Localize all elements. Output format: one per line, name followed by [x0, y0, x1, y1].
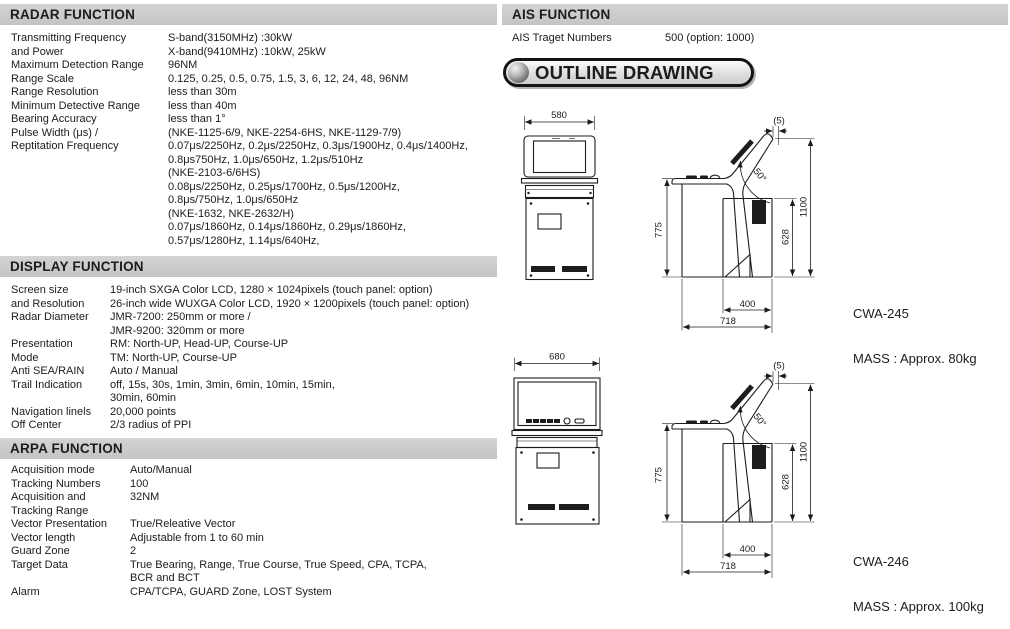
- spec-label: Target Data: [11, 558, 68, 571]
- spec-row: [11, 325, 469, 339]
- spec-row: [11, 298, 469, 312]
- spec-label: Range Scale: [11, 72, 74, 85]
- outline-drawing-front-cwa245: [500, 105, 625, 341]
- shelf: [522, 179, 598, 184]
- spec-value: X-band(9410MHz) :10kW, 25kW: [168, 45, 326, 58]
- spec-label: Screen size: [11, 284, 69, 296]
- spec-label: [11, 194, 168, 208]
- spec-row: [11, 572, 427, 586]
- spec-value: 100: [130, 477, 149, 490]
- dim-inner-depth-label: 400: [739, 299, 756, 310]
- keypad-profile: [700, 421, 708, 424]
- spec-value: Auto / Manual: [110, 365, 178, 377]
- dim-width-label: 680: [549, 352, 565, 363]
- spec-row: [11, 235, 468, 249]
- spec-label: Anti SEA/RAIN: [11, 365, 85, 377]
- spec-value: 0.57μs/1280Hz, 1.14μs/640Hz,: [168, 234, 320, 247]
- spec-value: JMR-7200: 250mm or more /: [110, 311, 251, 323]
- spec-value: 96NM: [168, 59, 198, 71]
- spec-label: and Resolution: [11, 297, 85, 310]
- spec-label: Tracking Range: [11, 504, 89, 517]
- pedestal: [516, 448, 599, 525]
- spec-label: [11, 181, 168, 195]
- spec-value: RM: North-UP, Head-UP, Course-UP: [110, 338, 289, 350]
- model-number: CWA-246: [853, 554, 909, 569]
- spec-value: 0.125, 0.25, 0.5, 0.75, 1.5, 3, 6, 12, 24, 48, 96NM: [168, 72, 409, 85]
- spec-row: [11, 32, 468, 46]
- display-spec-table: [11, 284, 469, 433]
- monitor-screen: [518, 382, 596, 426]
- spec-label: [11, 392, 110, 406]
- spec-label: Maximum Detection Range: [11, 59, 144, 71]
- section-header-display: DISPLAY FUNCTION: [0, 256, 497, 277]
- model-number: CWA-245: [853, 306, 909, 321]
- outline-drawing-front-cwa246: [500, 352, 630, 592]
- spec-row: [11, 392, 469, 406]
- spec-label: and Power: [11, 45, 64, 58]
- spec-value: 0.8μs750Hz, 1.0μs/650Hz, 1.2μs/510Hz: [168, 153, 364, 166]
- spec-row: [512, 32, 754, 46]
- spec-row: [11, 194, 468, 208]
- keypad-profile: [700, 176, 708, 179]
- spec-row: [11, 586, 427, 600]
- gusset: [725, 500, 750, 523]
- dim-gap-label: (5): [773, 115, 785, 127]
- dim-depth-label: 718: [720, 316, 736, 327]
- keypad-profile: [686, 421, 697, 424]
- spec-row: [11, 73, 468, 87]
- spec-label: Vector length: [11, 531, 76, 544]
- outline-drawing-side-cwa245: [640, 105, 825, 341]
- spec-row: [11, 505, 427, 519]
- spec-label: Presentation: [11, 338, 73, 350]
- spec-value: 26-inch wide WUXGA Color LCD, 1920 × 1200pixels (touch panel: option): [110, 297, 470, 310]
- spec-label: Vector Presentation: [11, 518, 108, 530]
- spec-row: [11, 140, 468, 154]
- dim-angle-label: 50°: [750, 166, 769, 185]
- spec-label: Transmitting Frequency: [11, 32, 127, 44]
- spec-row: [11, 100, 468, 114]
- spec-row: [11, 379, 469, 393]
- spec-value: 19-inch SXGA Color LCD, 1280 × 1024pixels (touch panel: option): [110, 284, 433, 296]
- vent-slot: [528, 504, 555, 510]
- spec-value: 0.07μs/1860Hz, 0.14μs/1860Hz, 0.29μs/1860Hz,: [168, 221, 406, 233]
- spec-value: 2/3 radius of PPI: [110, 419, 192, 431]
- spec-row: [11, 311, 469, 325]
- spec-row: [11, 86, 468, 100]
- spec-label: Acquisition and: [11, 491, 86, 503]
- ais-spec-table: [512, 32, 754, 46]
- mount-block: [752, 445, 766, 469]
- spec-value: (NKE-1125-6/9, NKE-2254-6HS, NKE-1129-7/9): [168, 126, 402, 139]
- dim-total-height-label: 1100: [798, 196, 810, 218]
- spec-value: off, 15s, 30s, 1min, 3min, 6min, 10min, 15min,: [110, 378, 335, 391]
- spec-row: [11, 167, 468, 181]
- sphere-icon: [508, 62, 529, 83]
- vent-slot: [562, 266, 587, 272]
- spec-value: JMR-9200: 320mm or more: [110, 324, 245, 337]
- nameplate: [537, 453, 559, 468]
- dim-depth-label: 718: [720, 561, 736, 572]
- spec-value: (NKE-1632, NKE-2632/H): [168, 207, 294, 220]
- spec-value: Adjustable from 1 to 60 min: [130, 531, 264, 544]
- spec-row: [11, 478, 427, 492]
- spec-label: [11, 235, 168, 249]
- spec-row: [11, 127, 468, 141]
- outline-drawing-side-cwa246: [640, 350, 825, 586]
- spec-value: Auto/Manual: [130, 464, 192, 476]
- spec-label: Radar Diameter: [11, 311, 89, 323]
- spec-row: [11, 181, 468, 195]
- spec-value: TM: North-UP, Course-UP: [110, 351, 237, 364]
- spec-value: (NKE-2103-6/6HS): [168, 167, 261, 179]
- spec-value: 30min, 60min: [110, 392, 177, 404]
- dim-angle-label: 50°: [750, 411, 769, 430]
- spec-value: 32NM: [130, 491, 160, 503]
- keypad-profile: [686, 176, 697, 179]
- arpa-spec-table: [11, 464, 427, 599]
- spec-label: Range Resolution: [11, 86, 99, 98]
- spec-row: [11, 491, 427, 505]
- keyboard-tray: [517, 438, 597, 448]
- dim-height-label: 775: [653, 467, 665, 483]
- spec-value: 0.08μs/2250Hz, 0.25μs/1700Hz, 0.5μs/1200Hz,: [168, 180, 400, 193]
- spec-row: [11, 221, 468, 235]
- spec-label: Alarm: [11, 585, 40, 598]
- model-label-cwa246: [853, 524, 984, 629]
- dim-gap-label: (5): [773, 360, 785, 372]
- spec-row: [11, 518, 427, 532]
- section-header-ais: AIS FUNCTION: [502, 4, 1008, 25]
- dim-inner-height-label: 628: [780, 474, 792, 490]
- dim-inner-depth-label: 400: [739, 544, 756, 555]
- spec-value: S-band(3150MHz) :30kW: [168, 32, 293, 44]
- spec-value: 0.8μs/750Hz, 1.0μs/650Hz: [168, 194, 299, 206]
- dim-total-height-label: 1100: [798, 441, 810, 463]
- spec-label: Acquisition mode: [11, 464, 95, 476]
- outline-drawing-title: OUTLINE DRAWING: [535, 61, 714, 83]
- outline-drawing-heading: [503, 58, 754, 87]
- spec-value: less than 30m: [168, 86, 237, 98]
- spec-label: [11, 208, 168, 222]
- lcd-edge: [732, 141, 752, 164]
- radar-spec-table: [11, 32, 468, 248]
- spec-label: Off Center: [11, 419, 62, 431]
- shelf: [512, 431, 602, 436]
- spec-row: [11, 113, 468, 127]
- spec-label: Guard Zone: [11, 545, 70, 557]
- spec-label: Mode: [11, 351, 39, 364]
- gusset: [725, 255, 750, 278]
- spec-label: Navigation linels: [11, 405, 92, 418]
- spec-label: [11, 167, 168, 181]
- nameplate: [538, 214, 561, 229]
- spec-label: Bearing Accuracy: [11, 113, 97, 125]
- keyboard-tray: [526, 186, 594, 198]
- mount-block: [752, 200, 766, 224]
- spec-value: less than 1°: [168, 113, 226, 125]
- spec-label: AIS Traget Numbers: [512, 32, 612, 44]
- spec-label: Minimum Detective Range: [11, 99, 140, 112]
- section-header-radar: RADAR FUNCTION: [0, 4, 497, 25]
- spec-row: [11, 419, 469, 433]
- spec-row: [11, 208, 468, 222]
- model-mass: MASS : Approx. 80kg: [853, 351, 977, 366]
- spec-value: 2: [130, 545, 137, 557]
- monitor-screen: [534, 141, 586, 173]
- lcd-edge: [732, 386, 752, 409]
- spec-label: Pulse Width (μs) /: [11, 126, 99, 139]
- spec-value: 20,000 points: [110, 405, 177, 418]
- vent-slot: [559, 504, 589, 510]
- spec-row: [11, 406, 469, 420]
- spec-value: BCR and BCT: [130, 572, 200, 584]
- spec-row: [11, 464, 427, 478]
- spec-row: [11, 284, 469, 298]
- section-header-arpa: ARPA FUNCTION: [0, 438, 497, 459]
- spec-label: [11, 572, 130, 586]
- spec-value: less than 40m: [168, 99, 237, 112]
- spec-value: True Bearing, Range, True Course, True Speed, CPA, TCPA,: [130, 558, 427, 571]
- spec-row: [11, 154, 468, 168]
- spec-label: Trail Indication: [11, 378, 83, 391]
- spec-row: [11, 365, 469, 379]
- vent-slot: [531, 266, 555, 272]
- spec-value: 500 (option: 1000): [665, 32, 755, 44]
- monitor-bezel: [524, 136, 595, 177]
- spec-row: [11, 559, 427, 573]
- model-label-cwa245: [853, 276, 977, 381]
- spec-label: Tracking Numbers: [11, 477, 101, 490]
- spec-value: CPA/TCPA, GUARD Zone, LOST System: [130, 585, 332, 598]
- spec-row: [11, 352, 469, 366]
- spec-value: 0.07μs/2250Hz, 0.2μs/2250Hz, 0.3μs/1900Hz, 0.4μs/1400Hz,: [168, 140, 468, 152]
- spec-row: [11, 46, 468, 60]
- spec-label: [11, 154, 168, 168]
- spec-label: [11, 325, 110, 339]
- spec-label: [11, 221, 168, 235]
- spec-row: [11, 338, 469, 352]
- spec-value: True/Releative Vector: [130, 518, 236, 530]
- dim-height-label: 775: [653, 222, 665, 238]
- spec-row: [11, 532, 427, 546]
- spec-label: Reptitation Frequency: [11, 140, 119, 152]
- dim-inner-height-label: 628: [780, 229, 792, 245]
- model-mass: MASS : Approx. 100kg: [853, 599, 984, 614]
- spec-row: [11, 59, 468, 73]
- dim-width-label: 580: [551, 110, 567, 121]
- spec-row: [11, 545, 427, 559]
- trackball: [564, 418, 570, 424]
